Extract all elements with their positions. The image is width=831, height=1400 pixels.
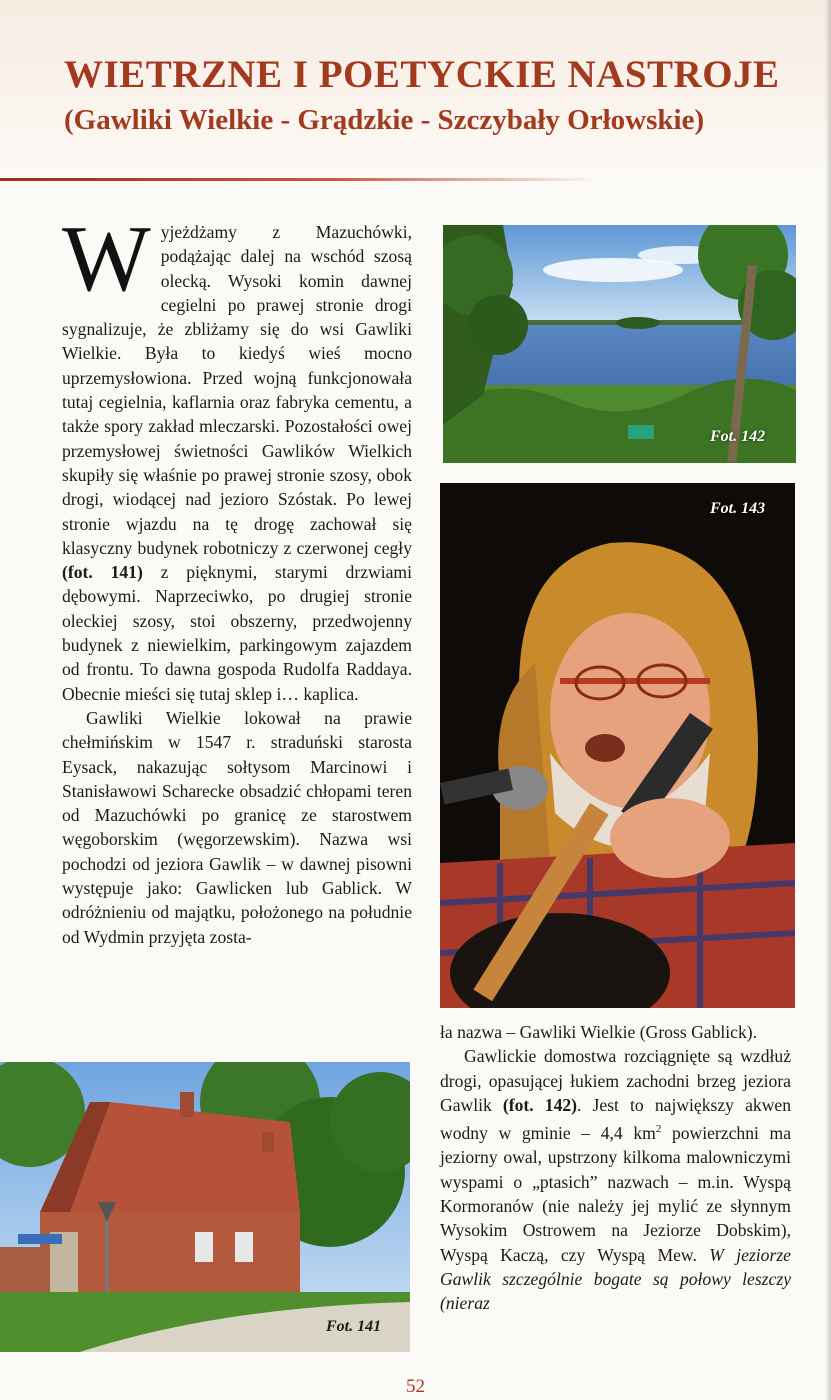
photo-caption-141: Fot. 141 xyxy=(326,1318,382,1335)
page-number: 52 xyxy=(406,1376,425,1397)
paragraph-3-c: powierzchni ma jeziorny owal, upstrzony kilkoma malowniczymi wyspami o „ptasich” nazwach – m.in. Wyspą Kormoranów (nie należy jej mylić ze słynnym Wysokim Ostrowem na Jeziorze Dobskim), Wyspą Kaczą, czy Wyspą Mew. xyxy=(440,1123,791,1265)
photo-musician xyxy=(440,483,795,1008)
superscript-2: 2 xyxy=(655,1123,662,1136)
photo-ref-141: (fot. 141) xyxy=(62,562,143,583)
paragraph-1-text: yjeżdżamy z Mazuchówki, podążając dalej na wschód szosą olecką. Wysoki komin dawnej cegielni po prawej stronie drogi sygnalizuje, że zbliżamy się do wsi Gawliki Wielkie. Była to kiedyś wieś mocno uprzemysłowiona. Przed wojną funkcjonowała tutaj cegielnia, kaflarnia oraz fabryka cementu, a także spory zakład mleczarski. Pozostałości owej przemysłowej świetności Gawlików Wielkich skupiły się właśnie po prawej stronie szosy, obok drogi, wiodącej nad jezioro Szóstak. Po lewej stronie wjazdu na tę drogę zachował się klasyczny budynek robotniczy z czerwonej cegły xyxy=(62,222,412,558)
page-subtitle: (Gawliki Wielkie - Grądzkie - Szczybały Orłowskie) xyxy=(64,104,705,136)
page-edge-shadow xyxy=(825,0,831,1400)
right-column-text xyxy=(440,1020,791,1315)
paragraph-3-b: . Jest to największy akwen wodny w gminie – 4,4 km xyxy=(440,1094,792,1144)
paragraph-3-text: Gawlickie domostwa rozciągnięte są wzdłuż drogi, opasującej łukiem zachodni brzeg jeziora Gawlik xyxy=(440,1046,791,1115)
photo-ref-142: (fot. 142) xyxy=(502,1094,578,1115)
photo-caption-142: Fot. 142 xyxy=(710,428,766,445)
paragraph-1 xyxy=(62,207,413,706)
paragraph-2: Gawliki Wielkie lokował na prawie chełmińskim w 1547 r. straduński starosta Eysack, nakazując sołtysom Marcinowi i Stanisławowi Scharecke obsadzić chłopami teren od Mazuchówki po granicę ze starostwem węgoborskim (węgorzewskim). Nazwa wsi pochodzi od jeziora Gawlik – w dawnej pisowni występuje jako: Gawlicken lub Gablick. W odróżnieniu od majątku, położonego na południe od Wydmin przyjęta zosta- xyxy=(62,707,412,947)
drop-cap: W xyxy=(62,207,151,311)
header-rule xyxy=(0,178,600,181)
paragraph-1-end: z pięknymi, starymi drzwiami dębowymi. Naprzeciwko, po drugiej stronie oleckiej szosy, stoi obszerny, przedwojenny budynek z niewielkim, parkingowym zajazdem od frontu. To dawna gospoda Rudolfa Raddaya. Obecnie mieści się tutaj sklep i… kaplica. xyxy=(62,562,413,704)
paragraph-2-continued: ła nazwa – Gawliki Wielkie (Gross Gablick). xyxy=(440,1022,758,1042)
photo-caption-143: Fot. 143 xyxy=(710,500,766,517)
paragraph-3 xyxy=(440,1044,791,1315)
page-title: WIETRZNE I POETYCKIE NASTROJE xyxy=(64,53,780,96)
left-column-text xyxy=(62,207,413,949)
photo-brick-house xyxy=(0,1062,410,1352)
paragraph-3-italic: W jeziorze Gawlik szczególnie bogate są połowy leszczy (nieraz xyxy=(440,1244,791,1314)
